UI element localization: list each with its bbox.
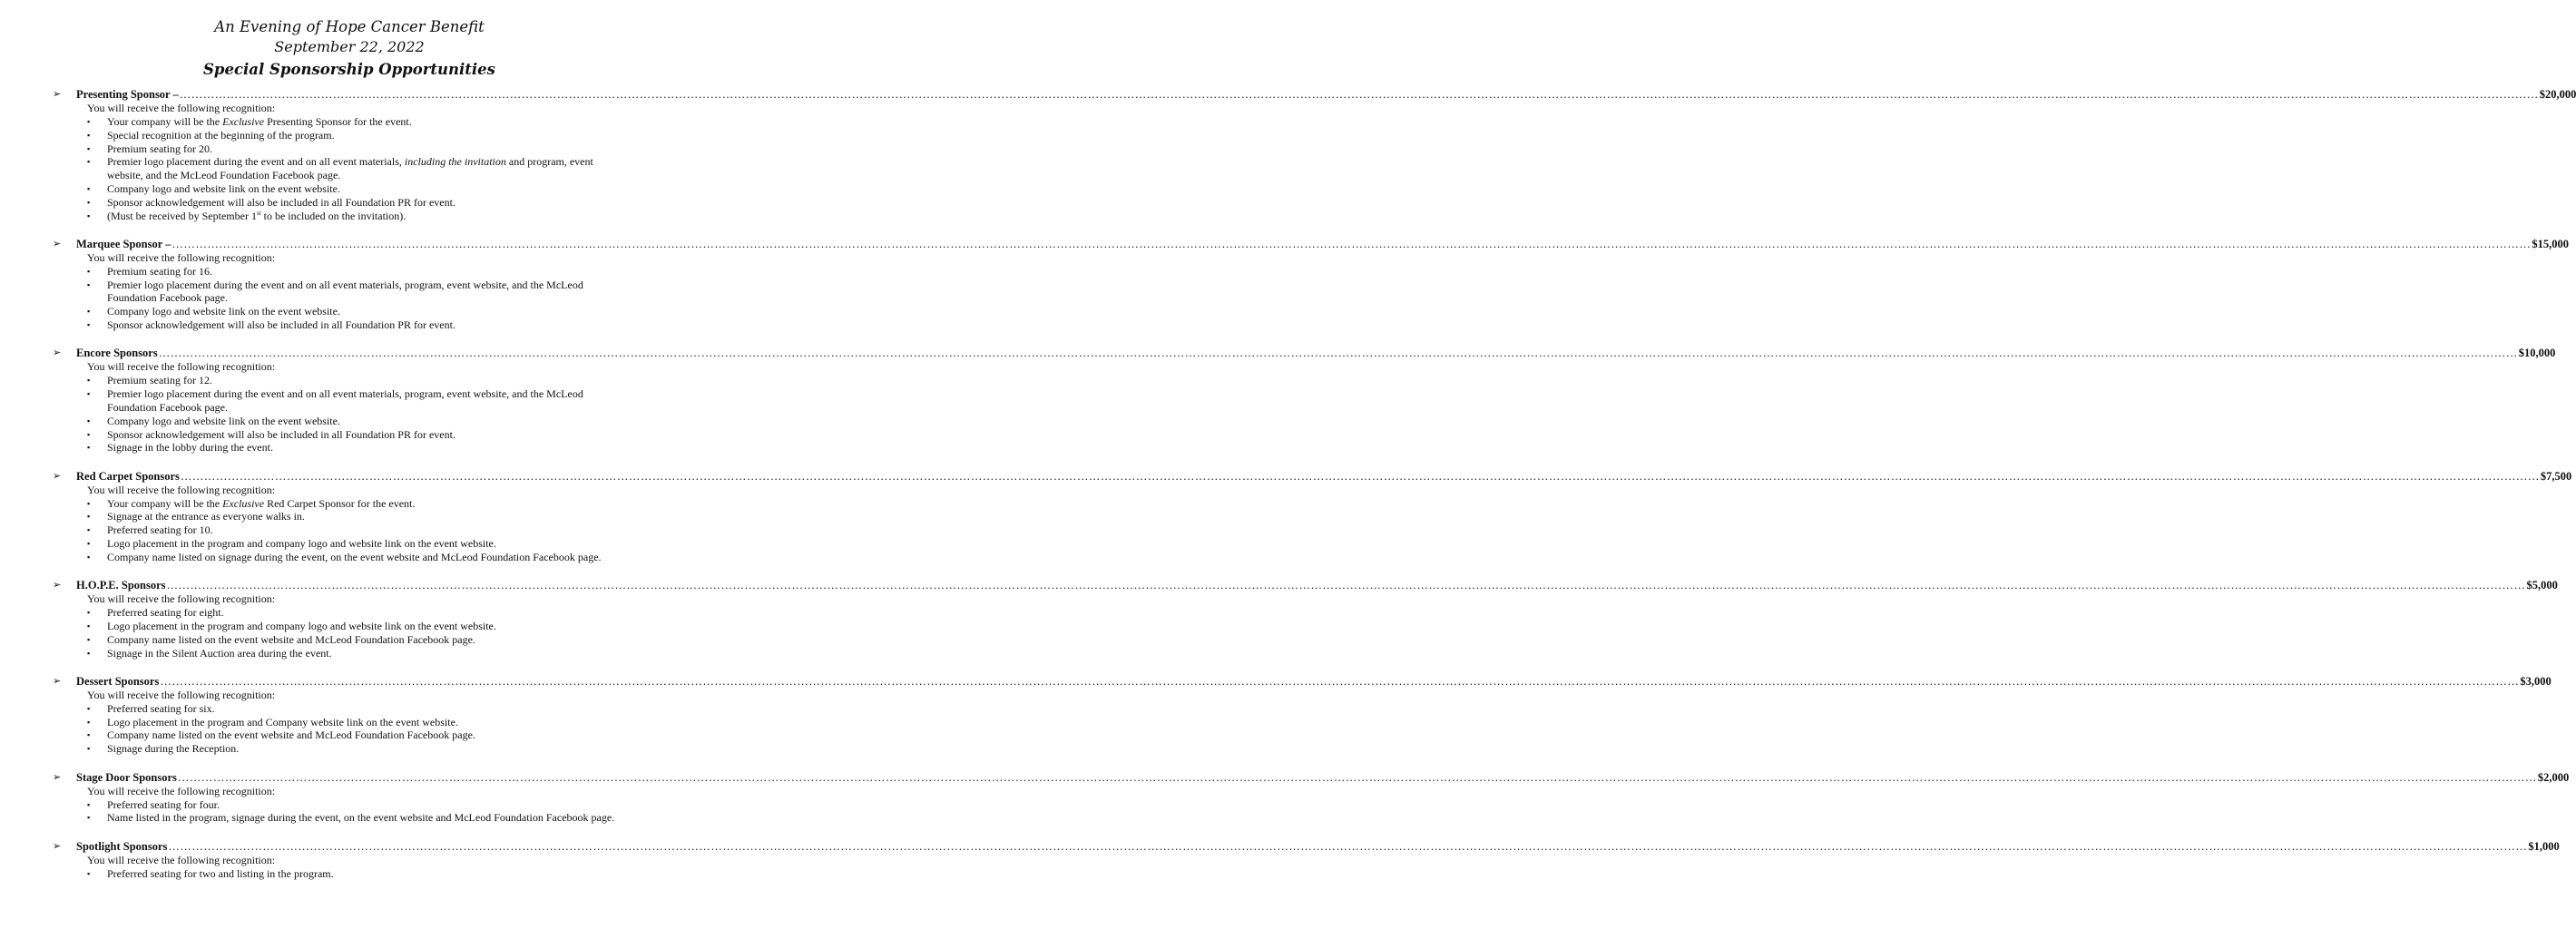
benefit-item (0, 606, 699, 620)
arrow-bullet-icon: ➢ (53, 347, 62, 359)
benefit-item (0, 811, 699, 825)
square-bullet-icon: ▪ (87, 320, 91, 330)
benefit-text: Premium seating for 16. (107, 264, 212, 278)
benefit-item (0, 142, 699, 156)
benefit-item (0, 196, 699, 210)
level-amount: $5,000 (2526, 579, 2558, 592)
benefit-text: Red Carpet Sponsor for the event. (264, 496, 416, 510)
benefit-list (0, 115, 699, 222)
square-bullet-icon: ▪ (87, 279, 91, 289)
benefit-item (0, 702, 699, 716)
square-bullet-icon: ▪ (87, 143, 91, 153)
square-bullet-icon: ▪ (87, 868, 91, 878)
square-bullet-icon: ▪ (87, 429, 91, 439)
benefit-item (0, 510, 699, 523)
level-amount: $3,000 (2520, 674, 2552, 688)
benefit-item (0, 318, 699, 332)
benefit-text: Logo placement in the program and Company website link on the event website. (107, 715, 458, 729)
level-heading-row (76, 839, 2560, 854)
benefit-item (0, 387, 699, 415)
benefit-list (0, 374, 699, 455)
dot-leader: …………………………………………………………………………………………………………………………………………………………………………………………………………………………………………………………………………………………………………………………………………………………………………………………………………………………………………………………………………………………………………………………………………………… (168, 839, 2528, 853)
level-amount: $2,000 (2537, 770, 2570, 784)
sponsorship-level (0, 87, 2576, 222)
benefit-text: including the invitation (404, 155, 506, 169)
benefit-text: Signage at the entrance as everyone walks in. (107, 510, 305, 523)
benefit-text: Your company will be the (107, 496, 223, 510)
level-intro: You will receive the following recognition: (87, 688, 276, 701)
level-heading (0, 674, 2552, 689)
document-subtitle: Special Sponsorship Opportunities (203, 61, 495, 78)
level-heading-row (76, 578, 2558, 592)
benefit-item (0, 729, 699, 742)
square-bullet-icon: ▪ (87, 210, 91, 220)
sponsorship-level (0, 770, 2570, 826)
benefit-item (0, 441, 699, 455)
square-bullet-icon: ▪ (87, 130, 91, 140)
level-intro: You will receive the following recognition: (87, 360, 276, 374)
square-bullet-icon: ▪ (87, 443, 91, 453)
level-heading-row (76, 346, 2556, 360)
benefit-text: Premier logo placement during the event and on all event materials, program, event website, and the McLeod Foundation Facebook page. (107, 387, 583, 414)
benefit-text: Signage in the Silent Auction area during the event. (107, 646, 332, 660)
square-bullet-icon: ▪ (87, 539, 91, 549)
sponsorship-level (0, 346, 2556, 455)
sponsorship-level (0, 469, 2572, 564)
level-name: Encore Sponsors (76, 347, 158, 360)
dot-leader: …………………………………………………………………………………………………………………………………………………………………………………………………………………………………………………………………………………………………………………………………………………………………………………………………………………………………………………………………………………………………………………………………………………… (158, 347, 2518, 360)
benefit-text: Name listed in the program, signage during the event, on the event website and McLeod Foundation Facebook page. (107, 811, 615, 825)
event-title: An Evening of Hope Cancer Benefit (214, 18, 485, 35)
square-bullet-icon: ▪ (87, 717, 91, 727)
square-bullet-icon: ▪ (87, 703, 91, 713)
benefit-item (0, 428, 699, 442)
level-name: Stage Door Sponsors (76, 770, 177, 784)
square-bullet-icon: ▪ (87, 813, 91, 823)
square-bullet-icon: ▪ (87, 799, 91, 809)
benefit-text: Premium seating for 12. (107, 374, 212, 387)
sponsorship-level (0, 578, 2558, 660)
benefit-item (0, 620, 699, 633)
level-heading-row (76, 237, 2570, 251)
square-bullet-icon: ▪ (87, 416, 91, 425)
level-intro: You will receive the following recognition: (87, 483, 276, 496)
benefit-item (0, 374, 699, 387)
benefit-text: Exclusive (222, 115, 265, 128)
level-amount: $20,000 (2539, 88, 2576, 101)
benefit-item (0, 798, 699, 812)
arrow-bullet-icon: ➢ (53, 470, 62, 482)
level-heading-row (76, 674, 2552, 689)
level-name: Spotlight Sponsors (76, 839, 168, 853)
benefit-item (0, 305, 699, 318)
benefit-text: Preferred seating for 10. (107, 523, 213, 537)
dot-leader: …………………………………………………………………………………………………………………………………………………………………………………………………………………………………………………………………………………………………………………………………………………………………………………………………………………………………………………………………………………………………………………………………………………… (166, 579, 2526, 592)
square-bullet-icon: ▪ (87, 744, 91, 754)
document-header (0, 17, 699, 81)
level-heading (0, 469, 2572, 484)
benefit-text: Signage in the lobby during the event. (107, 441, 273, 455)
level-name: H.O.P.E. Sponsors (76, 579, 166, 592)
benefit-text: Preferred seating for six. (107, 701, 215, 715)
benefit-item (0, 497, 699, 511)
benefit-item (0, 537, 699, 551)
sponsorship-level (0, 674, 2552, 756)
benefit-item (0, 210, 699, 223)
benefit-item (0, 115, 699, 129)
level-heading (0, 770, 2570, 785)
benefit-list (0, 497, 699, 564)
dot-leader: …………………………………………………………………………………………………………………………………………………………………………………………………………………………………………………………………………………………………………………………………………………………………………………………………………………………………………………………………………………………………………………………………………………… (171, 237, 2532, 250)
benefit-item (0, 742, 699, 756)
benefit-item (0, 415, 699, 428)
benefit-text: Preferred seating for eight. (107, 606, 224, 620)
benefit-text: (Must be received by September 1 (107, 209, 257, 222)
sponsorship-level (0, 839, 2560, 881)
benefit-text: Logo placement in the program and company logo and website link on the event website. (107, 537, 496, 551)
level-heading-row (76, 469, 2572, 484)
benefit-text: Company logo and website link on the event website. (107, 181, 340, 195)
dot-leader: …………………………………………………………………………………………………………………………………………………………………………………………………………………………………………………………………………………………………………………………………………………………………………………………………………………………………………………………………………………………………………………………………………………… (160, 674, 2520, 688)
level-intro: You will receive the following recognition: (87, 853, 276, 866)
benefit-text: Exclusive (222, 496, 265, 510)
benefit-text: Premier logo placement during the event and on all event materials, (107, 155, 405, 169)
square-bullet-icon: ▪ (87, 498, 91, 508)
level-heading (0, 346, 2556, 360)
square-bullet-icon: ▪ (87, 183, 91, 193)
square-bullet-icon: ▪ (87, 648, 91, 658)
square-bullet-icon: ▪ (87, 621, 91, 631)
arrow-bullet-icon: ➢ (53, 675, 62, 687)
benefit-text: Preferred seating for two and listing in the program. (107, 866, 334, 880)
level-name: Presenting Sponsor – (76, 88, 179, 101)
benefit-text: Company logo and website link on the event website. (107, 305, 340, 318)
benefit-item (0, 129, 699, 142)
level-amount: $1,000 (2528, 839, 2560, 853)
benefit-text: Logo placement in the program and company logo and website link on the event website. (107, 619, 496, 632)
level-heading-row (76, 87, 2576, 102)
level-heading (0, 839, 2560, 854)
benefit-text: Sponsor acknowledgement will also be included in all Foundation PR for event. (107, 195, 455, 209)
square-bullet-icon: ▪ (87, 608, 91, 618)
benefit-text: to be included on the invitation). (260, 209, 406, 222)
square-bullet-icon: ▪ (87, 552, 91, 562)
level-name: Dessert Sponsors (76, 674, 160, 688)
benefit-text: Company name listed on the event website and McLeod Foundation Facebook page. (107, 729, 475, 742)
level-intro: You will receive the following recognition: (87, 784, 276, 797)
benefit-text: Sponsor acknowledgement will also be included in all Foundation PR for event. (107, 427, 455, 441)
square-bullet-icon: ▪ (87, 307, 91, 317)
square-bullet-icon: ▪ (87, 197, 91, 207)
benefit-item (0, 551, 699, 564)
dot-leader: …………………………………………………………………………………………………………………………………………………………………………………………………………………………………………………………………………………………………………………………………………………………………………………………………………………………………………………………………………………………………………………………………………………… (177, 770, 2537, 784)
benefit-item (0, 633, 699, 647)
benefit-list (0, 798, 699, 826)
benefit-text: Presenting Sponsor for the event. (264, 115, 412, 128)
benefit-list (0, 867, 699, 881)
event-date: September 22, 2022 (274, 38, 425, 55)
square-bullet-icon: ▪ (87, 157, 91, 167)
benefit-item (0, 647, 699, 660)
level-amount: $7,500 (2540, 469, 2572, 483)
arrow-bullet-icon: ➢ (53, 89, 62, 100)
square-bullet-icon: ▪ (87, 730, 91, 740)
benefit-text: Sponsor acknowledgement will also be included in all Foundation PR for event. (107, 318, 455, 332)
level-intro: You will receive the following recognition: (87, 592, 276, 606)
benefit-text: Company logo and website link on the event website. (107, 414, 340, 427)
square-bullet-icon: ▪ (87, 376, 91, 386)
benefit-item (0, 523, 699, 537)
benefit-item (0, 182, 699, 196)
benefit-item (0, 155, 699, 182)
square-bullet-icon: ▪ (87, 117, 91, 126)
benefit-list (0, 606, 699, 660)
benefit-item (0, 279, 699, 306)
dot-leader: …………………………………………………………………………………………………………………………………………………………………………………………………………………………………………………………………………………………………………………………………………………………………………………………………………………………………………………………………………………………………………………………………………………… (179, 88, 2539, 101)
arrow-bullet-icon: ➢ (53, 771, 62, 783)
benefit-text: Company name listed on the event website and McLeod Foundation Facebook page. (107, 632, 475, 646)
level-heading (0, 578, 2558, 592)
benefit-text: and program, event website, and the McLeod Foundation Facebook page. (107, 155, 593, 182)
sponsorship-levels (0, 87, 2576, 895)
benefit-list (0, 702, 699, 756)
benefit-text: Your company will be the (107, 115, 223, 128)
level-name: Red Carpet Sponsors (76, 469, 180, 483)
square-bullet-icon: ▪ (87, 512, 91, 522)
benefit-list (0, 265, 699, 332)
benefit-item (0, 265, 699, 279)
level-heading-row (76, 770, 2570, 785)
dot-leader: …………………………………………………………………………………………………………………………………………………………………………………………………………………………………………………………………………………………………………………………………………………………………………………………………………………………………………………………………………………………………………………………………………………… (180, 469, 2540, 483)
square-bullet-icon: ▪ (87, 266, 91, 276)
level-name: Marquee Sponsor – (76, 237, 171, 250)
arrow-bullet-icon: ➢ (53, 580, 62, 592)
benefit-text: Premier logo placement during the event and on all event materials, program, event website, and the McLeod Foundation Facebook page. (107, 278, 583, 305)
square-bullet-icon: ▪ (87, 389, 91, 399)
benefit-text: Premium seating for 20. (107, 142, 212, 155)
level-intro: You will receive the following recognition: (87, 250, 276, 264)
benefit-text: Signage during the Reception. (107, 742, 240, 756)
benefit-item (0, 716, 699, 729)
level-heading (0, 237, 2570, 251)
sponsorship-level (0, 237, 2570, 332)
level-amount: $10,000 (2518, 347, 2556, 360)
square-bullet-icon: ▪ (87, 634, 91, 644)
level-heading (0, 87, 2576, 102)
benefit-text: Special recognition at the beginning of the program. (107, 128, 335, 142)
arrow-bullet-icon: ➢ (53, 238, 62, 249)
level-intro: You will receive the following recognition: (87, 102, 276, 114)
benefit-text: Company name listed on signage during the event, on the event website and McLeod Foundation Facebook page. (107, 550, 602, 563)
square-bullet-icon: ▪ (87, 525, 91, 535)
level-amount: $15,000 (2532, 237, 2570, 250)
benefit-text: st (256, 209, 261, 217)
benefit-text: Preferred seating for four. (107, 797, 220, 811)
arrow-bullet-icon: ➢ (53, 840, 62, 852)
benefit-item (0, 867, 699, 881)
